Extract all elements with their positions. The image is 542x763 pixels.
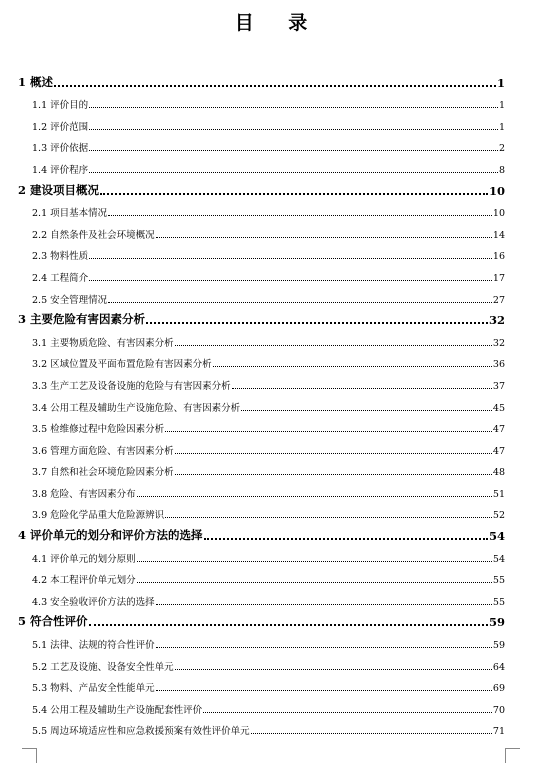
toc-section-entry[interactable] [18,718,505,740]
toc-leader-dots [203,712,492,713]
toc-leader-dots [137,582,492,583]
toc-entry-label: 2.1 项目基本情况 [32,208,108,220]
toc-page-number: 1 [498,121,505,133]
toc-entry-label: 5.3 物料、产品安全性能单元 [32,683,155,695]
toc-page-number: 54 [488,529,505,544]
toc-leader-dots [165,431,492,432]
toc-chapter-entry[interactable] [18,523,505,545]
toc-entry-label: 2.3 物料性质 [32,251,89,263]
toc-entry-label: 3.2 区域位置及平面布置危险有害因素分析 [32,359,212,371]
toc-page-number: 47 [492,445,505,457]
toc-entry-label: 1.4 评价程序 [32,164,89,176]
toc-page-number: 1 [498,100,505,112]
toc-section-entry[interactable] [18,200,505,222]
toc-page-number: 55 [492,596,505,608]
toc-entry-label: 2.2 自然条件及社会环境概况 [32,229,155,241]
toc-page-number: 54 [492,553,505,565]
toc-entry-label: 4 评价单元的划分和评价方法的选择 [18,528,203,543]
toc-leader-dots [108,302,492,303]
toc-section-entry[interactable] [18,696,505,718]
toc-leader-dots [137,561,492,562]
toc-page-number: 14 [492,229,505,241]
toc-page-number: 17 [492,272,505,284]
toc-entry-label: 3.9 危险化学品重大危险源辨识 [32,510,165,522]
toc-leader-dots [54,85,496,87]
toc-leader-dots [156,604,492,605]
toc-page-number: 47 [492,424,505,436]
toc-page-number: 71 [492,726,505,738]
toc-section-entry[interactable] [18,545,505,567]
toc-section-entry[interactable] [18,351,505,373]
toc-leader-dots [89,129,498,130]
toc-entry-label: 3.5 检维修过程中危险因素分析 [32,424,165,436]
toc-leader-dots [213,366,492,367]
toc-leader-dots [156,647,492,648]
toc-section-entry[interactable] [18,156,505,178]
toc-page-number: 37 [492,380,505,392]
toc-section-entry[interactable] [18,286,505,308]
toc-entry-label: 5.5 周边环境适应性和应急救援预案有效性评价单元 [32,726,250,738]
toc-section-entry[interactable] [18,653,505,675]
toc-entry-label: 1.1 评价目的 [32,100,89,112]
toc-chapter-entry[interactable] [18,178,505,200]
toc-entry-label: 3.4 公用工程及辅助生产设施危险、有害因素分析 [32,402,241,414]
toc-page-number: 48 [492,467,505,479]
toc-leader-dots [165,517,492,518]
toc-leader-dots [175,474,492,475]
toc-page-number: 32 [488,313,505,328]
toc-entry-label: 3 主要危险有害因素分析 [18,312,146,327]
toc-entry-label: 5.4 公用工程及辅助生产设施配套性评价 [32,704,203,716]
toc-leader-dots [89,150,498,151]
toc-leader-dots [251,733,492,734]
toc-page-number: 1 [496,75,505,90]
toc-section-entry[interactable] [18,329,505,351]
toc-entry-label: 3.3 生产工艺及设备设施的危险与有害因素分析 [32,380,231,392]
toc-entry-label: 3.8 危险、有害因素分布 [32,488,136,500]
toc-leader-dots [175,345,492,346]
toc-leader-dots [232,388,492,389]
toc-page-number: 69 [492,683,505,695]
toc-page-number: 32 [492,337,505,349]
toc-page-number: 52 [492,510,505,522]
toc-entry-label: 2.4 工程简介 [32,272,89,284]
toc-leader-dots [89,280,492,281]
toc-entry-label: 2.5 安全管理情况 [32,294,108,306]
toc-section-entry[interactable] [18,113,505,135]
toc-entry-label: 3.7 自然和社会环境危险因素分析 [32,467,174,479]
toc-entry-label: 5.2 工艺及设施、设备安全性单元 [32,661,174,673]
toc-chapter-entry[interactable] [18,610,505,632]
toc-page-number: 64 [492,661,505,673]
toc-leader-dots [89,624,488,626]
page-corner-mark-right [505,748,520,763]
toc-section-entry[interactable] [18,221,505,243]
toc-chapter-entry[interactable] [18,70,505,92]
toc-page-number: 8 [498,164,505,176]
toc-section-entry[interactable] [18,459,505,481]
toc-section-entry[interactable] [18,135,505,157]
toc-page-number: 59 [488,615,505,630]
toc-page-number: 27 [492,294,505,306]
toc-entry-label: 5 符合性评价 [18,614,88,629]
toc-leader-dots [89,172,498,173]
toc-entry-label: 1.2 评价范围 [32,121,89,133]
toc-chapter-entry[interactable] [18,308,505,330]
toc-entry-label: 3.1 主要物质危险、有害因素分析 [32,337,174,349]
page-corner-mark-left [22,748,37,763]
toc-section-entry[interactable] [18,437,505,459]
toc-page-number: 10 [488,183,505,198]
toc-leader-dots [175,453,492,454]
toc-section-entry[interactable] [18,480,505,502]
toc-section-entry[interactable] [18,243,505,265]
toc-leader-dots [137,496,492,497]
toc-section-entry[interactable] [18,631,505,653]
toc-entry-label: 3.6 管理方面危险、有害因素分析 [32,445,174,457]
toc-page-number: 55 [492,575,505,587]
toc-entry-label: 5.1 法律、法规的符合性评价 [32,640,155,652]
toc-leader-dots [175,669,492,670]
toc-section-entry[interactable] [18,92,505,114]
toc-entry-label: 1 概述 [18,74,54,89]
toc-leader-dots [146,322,488,324]
toc-leader-dots [89,258,492,259]
toc-entry-label: 4.2 本工程评价单元划分 [32,575,136,587]
toc-page-number: 51 [492,488,505,500]
toc-page-number: 59 [492,640,505,652]
toc-page-number: 36 [492,359,505,371]
toc-leader-dots [108,215,492,216]
toc-page-number: 45 [492,402,505,414]
toc-page-number: 16 [492,251,505,263]
toc-page-number: 2 [498,143,505,155]
toc-section-entry[interactable] [18,567,505,589]
toc-leader-dots [204,538,488,540]
toc-leader-dots [156,237,492,238]
toc-section-entry[interactable] [18,588,505,610]
toc-leader-dots [100,193,488,195]
toc-entry-label: 1.3 评价依据 [32,143,89,155]
toc-section-entry[interactable] [18,675,505,697]
table-of-contents [18,70,505,739]
toc-page-number: 70 [492,704,505,716]
toc-leader-dots [89,107,498,108]
toc-leader-dots [156,690,492,691]
toc-section-entry[interactable] [18,264,505,286]
toc-entry-label: 4.1 评价单元的划分原则 [32,553,136,565]
toc-section-entry[interactable] [18,394,505,416]
toc-section-entry[interactable] [18,372,505,394]
page-title: 目 录 [234,12,322,34]
toc-leader-dots [241,410,492,411]
toc-page-number: 10 [492,208,505,220]
toc-entry-label: 4.3 安全验收评价方法的选择 [32,596,155,608]
toc-entry-label: 2 建设项目概况 [18,182,100,197]
toc-section-entry[interactable] [18,502,505,524]
toc-section-entry[interactable] [18,416,505,438]
